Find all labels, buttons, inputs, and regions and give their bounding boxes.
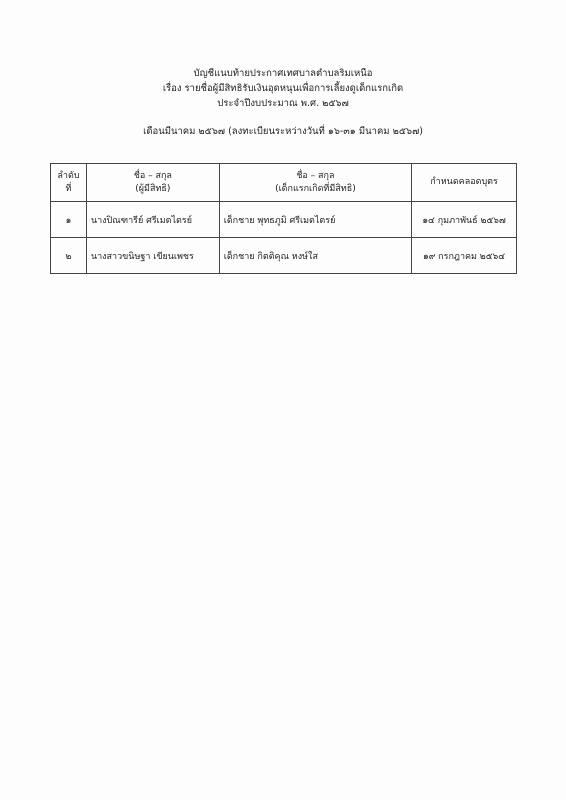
header-order-number: ลำดับ ที่ bbox=[51, 164, 87, 202]
registration-period-line: เดือนมีนาคม ๒๕๖๗ (ลงทะเบียนระหว่างวันที่ ๑๖-๓๑ มีนาคม ๒๕๖๗) bbox=[143, 126, 423, 137]
document-title: บัญชีแนบท้ายประกาศเทศบาลตำบลริมเหนือ bbox=[193, 68, 373, 79]
eligible-recipients-table bbox=[50, 163, 517, 274]
table-row bbox=[51, 238, 517, 274]
cell-birth-due-date: ๑๔ กุมภาพันธ์ ๒๕๖๗ bbox=[412, 202, 517, 238]
cell-child-name: เด็กชาย พุทธภูมิ ศรีเมตไตรย์ bbox=[219, 202, 411, 238]
header-child-name: ชื่อ – สกุล (เด็กแรกเกิดที่มีสิทธิ) bbox=[219, 164, 411, 202]
header-birth-due-date: กำหนดคลอดบุตร bbox=[412, 164, 517, 202]
table-row bbox=[51, 202, 517, 238]
cell-order-number: ๑ bbox=[51, 202, 87, 238]
cell-claimant-name: นางสาวขนิษฐา เขียนเพชร bbox=[86, 238, 219, 274]
cell-child-name: เด็กชาย กิตติคุณ หงษ์ใส bbox=[219, 238, 411, 274]
header-claimant-name: ชื่อ – สกุล (ผู้มีสิทธิ) bbox=[86, 164, 219, 202]
document-header bbox=[0, 66, 566, 111]
cell-birth-due-date: ๑๙ กรกฎาคม ๒๕๖๔ bbox=[412, 238, 517, 274]
cell-order-number: ๒ bbox=[51, 238, 87, 274]
cell-claimant-name: นางปิณฑารีย์ ศรีเมตไตรย์ bbox=[86, 202, 219, 238]
fiscal-year-line: ประจำปีงบประมาณ พ.ศ. ๒๕๖๗ bbox=[217, 98, 349, 109]
document-subject: เรื่อง รายชื่อผู้มีสิทธิรับเงินอุดหนุนเพื่อการเลี้ยงดูเด็กแรกเกิด bbox=[162, 83, 404, 94]
table-header-row bbox=[51, 164, 517, 202]
